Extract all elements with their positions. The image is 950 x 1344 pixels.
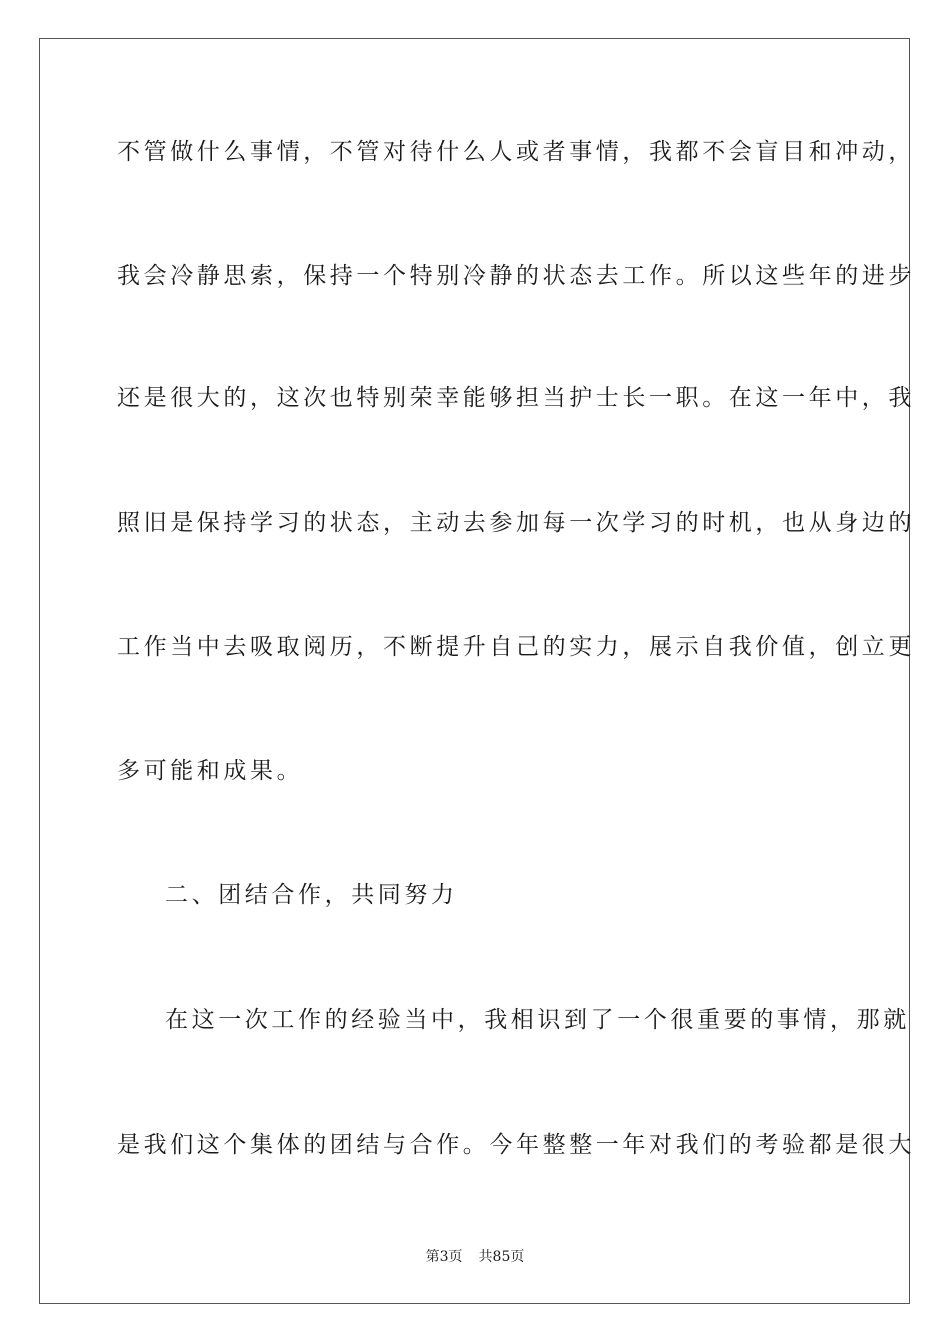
section-heading: 二、团结合作，共同努力 xyxy=(165,882,458,908)
page-number: 第3页 xyxy=(425,1249,463,1265)
body-line-7: 在这一次工作的经验当中，我相识到了一个很重要的事情，那就 xyxy=(165,1007,910,1033)
page-border xyxy=(39,38,915,1304)
body-line-8: 是我们这个集体的团结与合作。今年整整一年对我们的考验都是很大 xyxy=(117,1132,915,1158)
body-line-3: 还是很大的，这次也特别荣幸能够担当护士长一职。在这一年中，我 xyxy=(117,385,915,411)
body-line-4: 照旧是保持学习的状态，主动去参加每一次学习的时机，也从身边的 xyxy=(117,510,915,536)
body-line-5: 工作当中去吸取阅历，不断提升自己的实力，展示自我价值，创立更 xyxy=(117,634,915,660)
total-pages: 共85页 xyxy=(478,1249,525,1265)
body-line-2: 我会冷静思索，保持一个特别冷静的状态去工作。所以这些年的进步 xyxy=(117,263,915,289)
page-footer xyxy=(0,1246,950,1266)
body-line-6: 多可能和成果。 xyxy=(117,758,304,784)
body-line-1: 不管做什么事情，不管对待什么人或者事情，我都不会盲目和冲动， xyxy=(117,139,915,165)
